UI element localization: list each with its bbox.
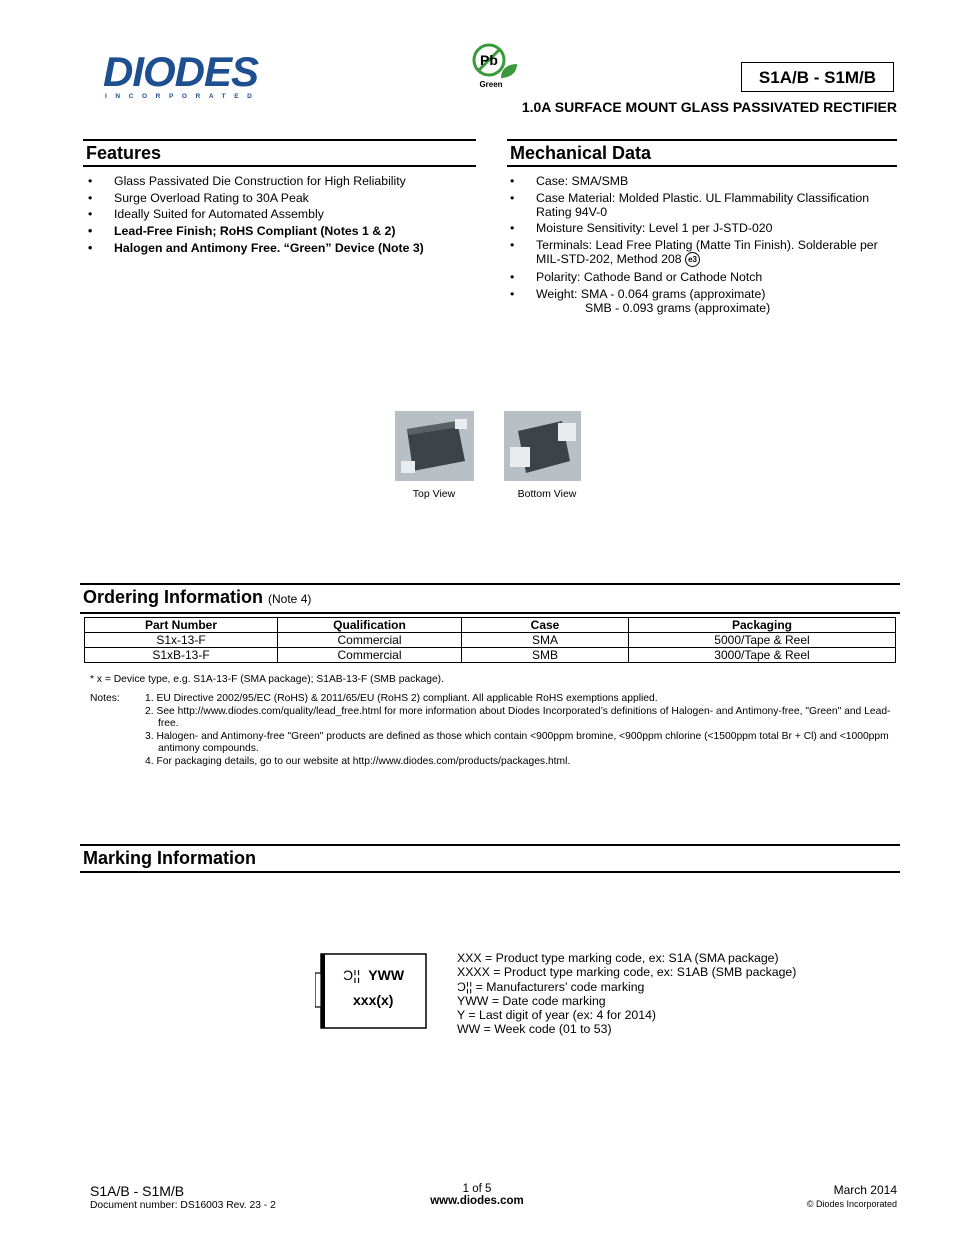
legend-item: XXXX = Product type marking code, ex: S1AB (SMB package) — [457, 965, 797, 980]
col-case: Case — [462, 618, 629, 633]
mechanical-item: • Case: SMA/SMB — [508, 174, 896, 188]
footer-copyright: © Diodes Incorporated — [806, 1199, 897, 1209]
col-part-number: Part Number — [85, 618, 278, 633]
e3-mark: e3 — [685, 252, 700, 267]
feature-item: • Surge Overload Rating to 30A Peak — [86, 191, 476, 205]
bottom-view-image — [504, 411, 581, 481]
footer-date: March 2014 — [833, 1183, 897, 1197]
pb-symbol: Pb — [480, 52, 498, 68]
marking-line1 — [343, 967, 404, 983]
weight-sma: Weight: SMA - 0.064 grams (approximate) — [536, 286, 766, 301]
green-label: Green — [479, 80, 503, 89]
marking-heading — [80, 844, 900, 873]
note-item: 4. For packaging details, go to our website at http://www.diodes.com/products/packages.html. — [145, 755, 571, 767]
diodes-logo — [103, 48, 261, 100]
marking-title: Marking Information — [83, 848, 257, 868]
table-header-row — [85, 618, 896, 633]
cell: S1x-13-F — [85, 633, 278, 648]
weight-smb: SMB - 0.093 grams (approximate) — [585, 300, 771, 315]
cell: SMB — [462, 648, 629, 663]
legend-item: Y = Last digit of year (ex: 4 for 2014) — [457, 1008, 657, 1023]
notes-label: Notes: — [90, 693, 120, 704]
sma-bottom-view-graphic — [504, 411, 581, 481]
logo-subtext: INCORPORATED — [105, 93, 261, 100]
features-title: Features — [86, 143, 162, 163]
footer-website-link[interactable]: www.diodes.com — [430, 1195, 524, 1207]
footer-right — [807, 1183, 897, 1209]
note-item: 2. See http://www.diodes.com/quality/lead_free.html for more information about Diodes Incorporated’s definitions of Halogen- and Antimony-free, "Green" and Lead-free. — [145, 705, 891, 729]
mechanical-item: • Moisture Sensitivity: Level 1 per J-STD-020 — [508, 221, 896, 235]
mechanical-item-weight — [508, 287, 896, 315]
logo-wordmark: DIODES — [103, 48, 259, 95]
terminals-text: Terminals: Lead Free Plating (Matte Tin Finish). Solderable per MIL-STD-202, Method 208 — [536, 238, 878, 267]
feature-item: • Halogen and Antimony Free. “Green” Device (Note 3) — [86, 241, 476, 255]
ordering-table — [84, 617, 896, 663]
cell: Commercial — [278, 648, 462, 663]
footer-part: S1A/B - S1M/B — [90, 1183, 185, 1199]
legend-item: Ɔ¦¦ = Manufacturers’ code marking — [457, 979, 645, 994]
feature-item: • Ideally Suited for Automated Assembly — [86, 207, 476, 221]
table-row — [85, 648, 896, 663]
legend-item: WW = Week code (01 to 53) — [457, 1022, 612, 1037]
package-outline — [315, 953, 427, 1029]
ordering-title: Ordering Information — [83, 587, 263, 607]
document-subtitle: 1.0A SURFACE MOUNT GLASS PASSIVATED RECTIFIER — [521, 99, 897, 115]
mechanical-item-terminals — [508, 238, 896, 267]
ordering-heading — [80, 583, 900, 614]
note-item: 1. EU Directive 2002/95/EC (RoHS) & 2011/65/EU (RoHS 2) compliant. All applicable RoHS exemptions applied. — [145, 693, 658, 704]
sma-top-view-graphic — [395, 411, 474, 481]
marking-diagram — [315, 953, 427, 1029]
table-row — [85, 633, 896, 648]
footer-page: 1 of 5 — [462, 1183, 492, 1195]
legend-item: XXX = Product type marking code, ex: S1A (SMA package) — [457, 951, 779, 965]
date-code-mark: YWW — [368, 967, 405, 983]
features-heading — [83, 139, 476, 167]
col-qualification: Qualification — [278, 618, 462, 633]
legend-item: YWW = Date code marking — [457, 993, 606, 1008]
device-type-footnote: * x = Device type, e.g. S1A-13-F (SMA package); S1AB-13-F (SMB package). — [90, 674, 444, 685]
mechanical-item: • Case Material: Molded Plastic. UL Flammability Classification Rating 94V-0 — [508, 191, 896, 219]
lead-free-green-badge — [471, 42, 519, 90]
cell: 3000/Tape & Reel — [629, 648, 896, 663]
cell: Commercial — [278, 633, 462, 648]
note-item: 3. Halogen- and Antimony-free "Green" products are defined as those which contain <900ppm bromine, <900ppm chlorine (<1500ppm total Br + Cl) and <1000ppm antimony compounds. — [145, 730, 889, 754]
mfr-code-mark: Ɔ¦¦ — [343, 967, 361, 983]
mechanical-heading — [507, 139, 897, 167]
cell: S1xB-13-F — [85, 648, 278, 663]
notes-list — [145, 693, 895, 768]
bottom-view-caption: Bottom View — [517, 488, 577, 500]
feature-item: • Lead-Free Finish; RoHS Compliant (Notes 1 & 2) — [86, 224, 476, 238]
mechanical-list — [508, 174, 896, 317]
feature-item: • Glass Passivated Die Construction for High Reliability — [86, 174, 476, 188]
part-range-box: S1A/B - S1M/B — [741, 62, 894, 92]
features-list — [86, 174, 476, 257]
cell: SMA — [462, 633, 629, 648]
mechanical-title: Mechanical Data — [510, 143, 652, 163]
marking-line2: xxx(x) — [353, 992, 394, 1008]
col-packaging: Packaging — [629, 618, 896, 633]
cell: 5000/Tape & Reel — [629, 633, 896, 648]
footer-doc-number: Document number: DS16003 Rev. 23 - 2 — [90, 1200, 276, 1211]
pb-free-icon — [471, 42, 519, 90]
top-view-caption: Top View — [412, 488, 456, 500]
ordering-note: (Note 4) — [268, 592, 312, 606]
mechanical-item: • Polarity: Cathode Band or Cathode Notch — [508, 270, 896, 284]
top-view-image — [395, 411, 474, 481]
marking-legend — [457, 951, 796, 1037]
